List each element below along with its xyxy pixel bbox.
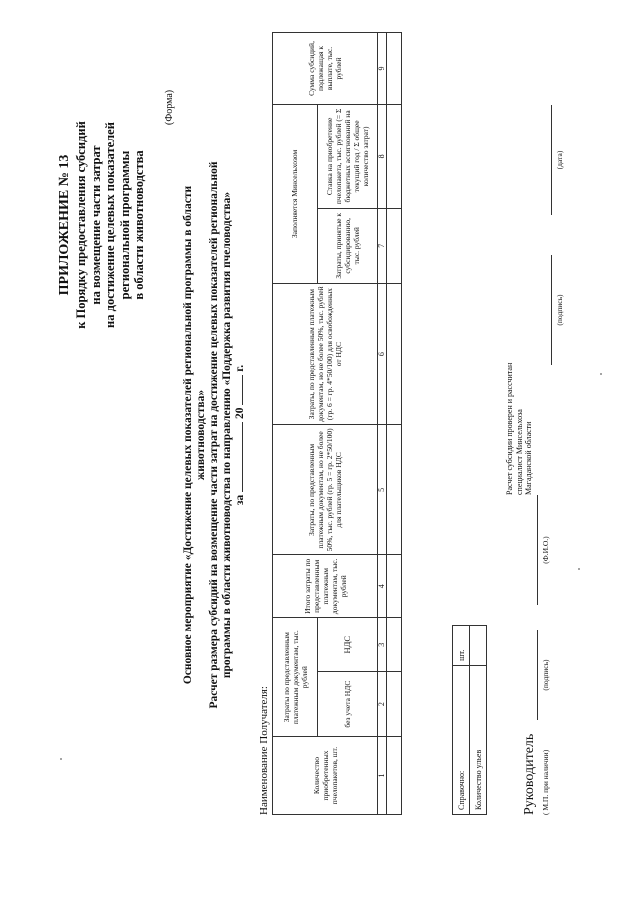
scan-mark <box>578 568 580 570</box>
header-col-3: НДС <box>318 618 378 672</box>
data-cell[interactable] <box>387 283 402 425</box>
header-line-1: к Порядку предоставления субсидий <box>74 121 88 329</box>
check-note-line-1: Расчет субсидии проверен и рассчитан <box>505 362 514 495</box>
column-number: 7 <box>378 208 387 283</box>
main-title-line-1: Основное мероприятие «Достижение целевых показателей региональной программы в области <box>182 185 194 685</box>
column-number: 5 <box>378 425 387 555</box>
column-number: 2 <box>378 672 387 737</box>
header-line-3: на достижение целевых показателей <box>103 122 117 328</box>
header-line-2: на возмещение части затрат <box>88 145 103 305</box>
name-line <box>537 495 538 605</box>
period-za: за <box>234 494 246 506</box>
check-note-line-2: специалист Минсельхоза <box>514 409 524 495</box>
period-year-suffix: г. <box>234 364 246 372</box>
data-cell[interactable] <box>387 425 402 555</box>
column-number: 3 <box>378 618 387 672</box>
stamp-note: ( М.П. при наличии) <box>541 749 550 815</box>
column-number: 4 <box>378 555 387 618</box>
data-cell[interactable] <box>387 208 402 283</box>
date-caption: (дата) <box>555 150 564 170</box>
main-title <box>182 55 247 815</box>
reference-unit: шт. <box>453 626 470 666</box>
table-row <box>387 33 402 815</box>
reference-label: Справочно: <box>453 665 470 814</box>
data-cell[interactable] <box>387 672 402 737</box>
header-line-5: в области животноводства <box>132 150 146 300</box>
column-number: 8 <box>378 104 387 208</box>
header-line-4: региональной программы <box>117 150 132 300</box>
year-blank <box>242 375 243 405</box>
column-number: 1 <box>378 737 387 815</box>
name-caption: (Ф.И.О.) <box>541 536 550 564</box>
header-col-5: Затраты, по представленным платежным документам, но не более 50%, тыс. рублей (гр. 5 = гр. 2*50/100) для плательщиков НДС <box>273 425 378 555</box>
column-number-row <box>378 33 387 815</box>
signature-caption: (подпись) <box>541 659 550 691</box>
main-title-line-3: Расчет размера субсидий на возмещение части затрат на достижение целевых показателей региональной <box>208 161 220 709</box>
data-cell[interactable] <box>387 618 402 672</box>
appendix-header <box>56 25 147 425</box>
scan-mark <box>60 758 62 760</box>
period-line <box>234 55 247 815</box>
specialist-signature-line <box>551 255 552 365</box>
header-group-paid: Затраты по представленным платежным документам, тыс. рублей <box>273 618 318 737</box>
period-year-prefix: 20 <box>234 407 246 419</box>
column-number: 6 <box>378 283 387 425</box>
scan-mark <box>600 373 602 375</box>
data-cell[interactable] <box>387 104 402 208</box>
data-cell[interactable] <box>387 737 402 815</box>
subsidy-table <box>272 32 402 815</box>
form-label: (Форма) <box>164 89 175 125</box>
appendix-title: ПРИЛОЖЕНИЕ № 13 <box>57 154 72 296</box>
main-title-line-4: программы в области животноводства по направлению «Поддержка развития пчеловодства» <box>221 191 233 679</box>
header-col-4: Итого затраты по представленным платежным документам, тыс. рублей <box>273 555 378 618</box>
period-blank <box>242 422 243 492</box>
column-number: 9 <box>378 33 387 105</box>
reference-hives-label: Количество ульев <box>470 665 487 814</box>
data-cell[interactable] <box>387 33 402 105</box>
head-label: Руководитель <box>522 733 537 815</box>
header-col-7: Затраты, принятые к субсидированию, тыс. рублей <box>318 208 378 283</box>
header-col-8: Ставка на приобретение пчелопакета, тыс. рублей (= Σ бюджетных ассигнований на текущий год / Σ общее количество затрат) <box>318 104 378 208</box>
specialist-signature-caption: (подпись) <box>555 294 564 326</box>
header-col-1: Количество приобретенных пчелопакетов, шт. <box>273 737 378 815</box>
header-col-6: Затраты, по представленным платежным документам, но не более 50%, тыс. рублей (гр. 6 = гр. 4*50/100) для освобожденных от НДС <box>273 283 378 425</box>
check-note-line-3: Магаданской области <box>524 421 533 495</box>
reference-table <box>452 625 487 815</box>
date-line <box>551 105 552 215</box>
header-col-2: без учета НДС <box>318 672 378 737</box>
reference-hives-value[interactable] <box>470 626 487 666</box>
data-cell[interactable] <box>387 555 402 618</box>
signature-line <box>537 630 538 720</box>
header-group-ministry: Заполняется Минсельхозом <box>273 104 318 283</box>
check-note <box>505 363 534 495</box>
recipient-label: Наименование Получателя: <box>258 686 270 815</box>
header-col-9: Сумма субсидий, подлежащая к выплате, тыс. рублей <box>273 33 378 105</box>
main-title-line-2: животноводства» <box>195 389 207 481</box>
